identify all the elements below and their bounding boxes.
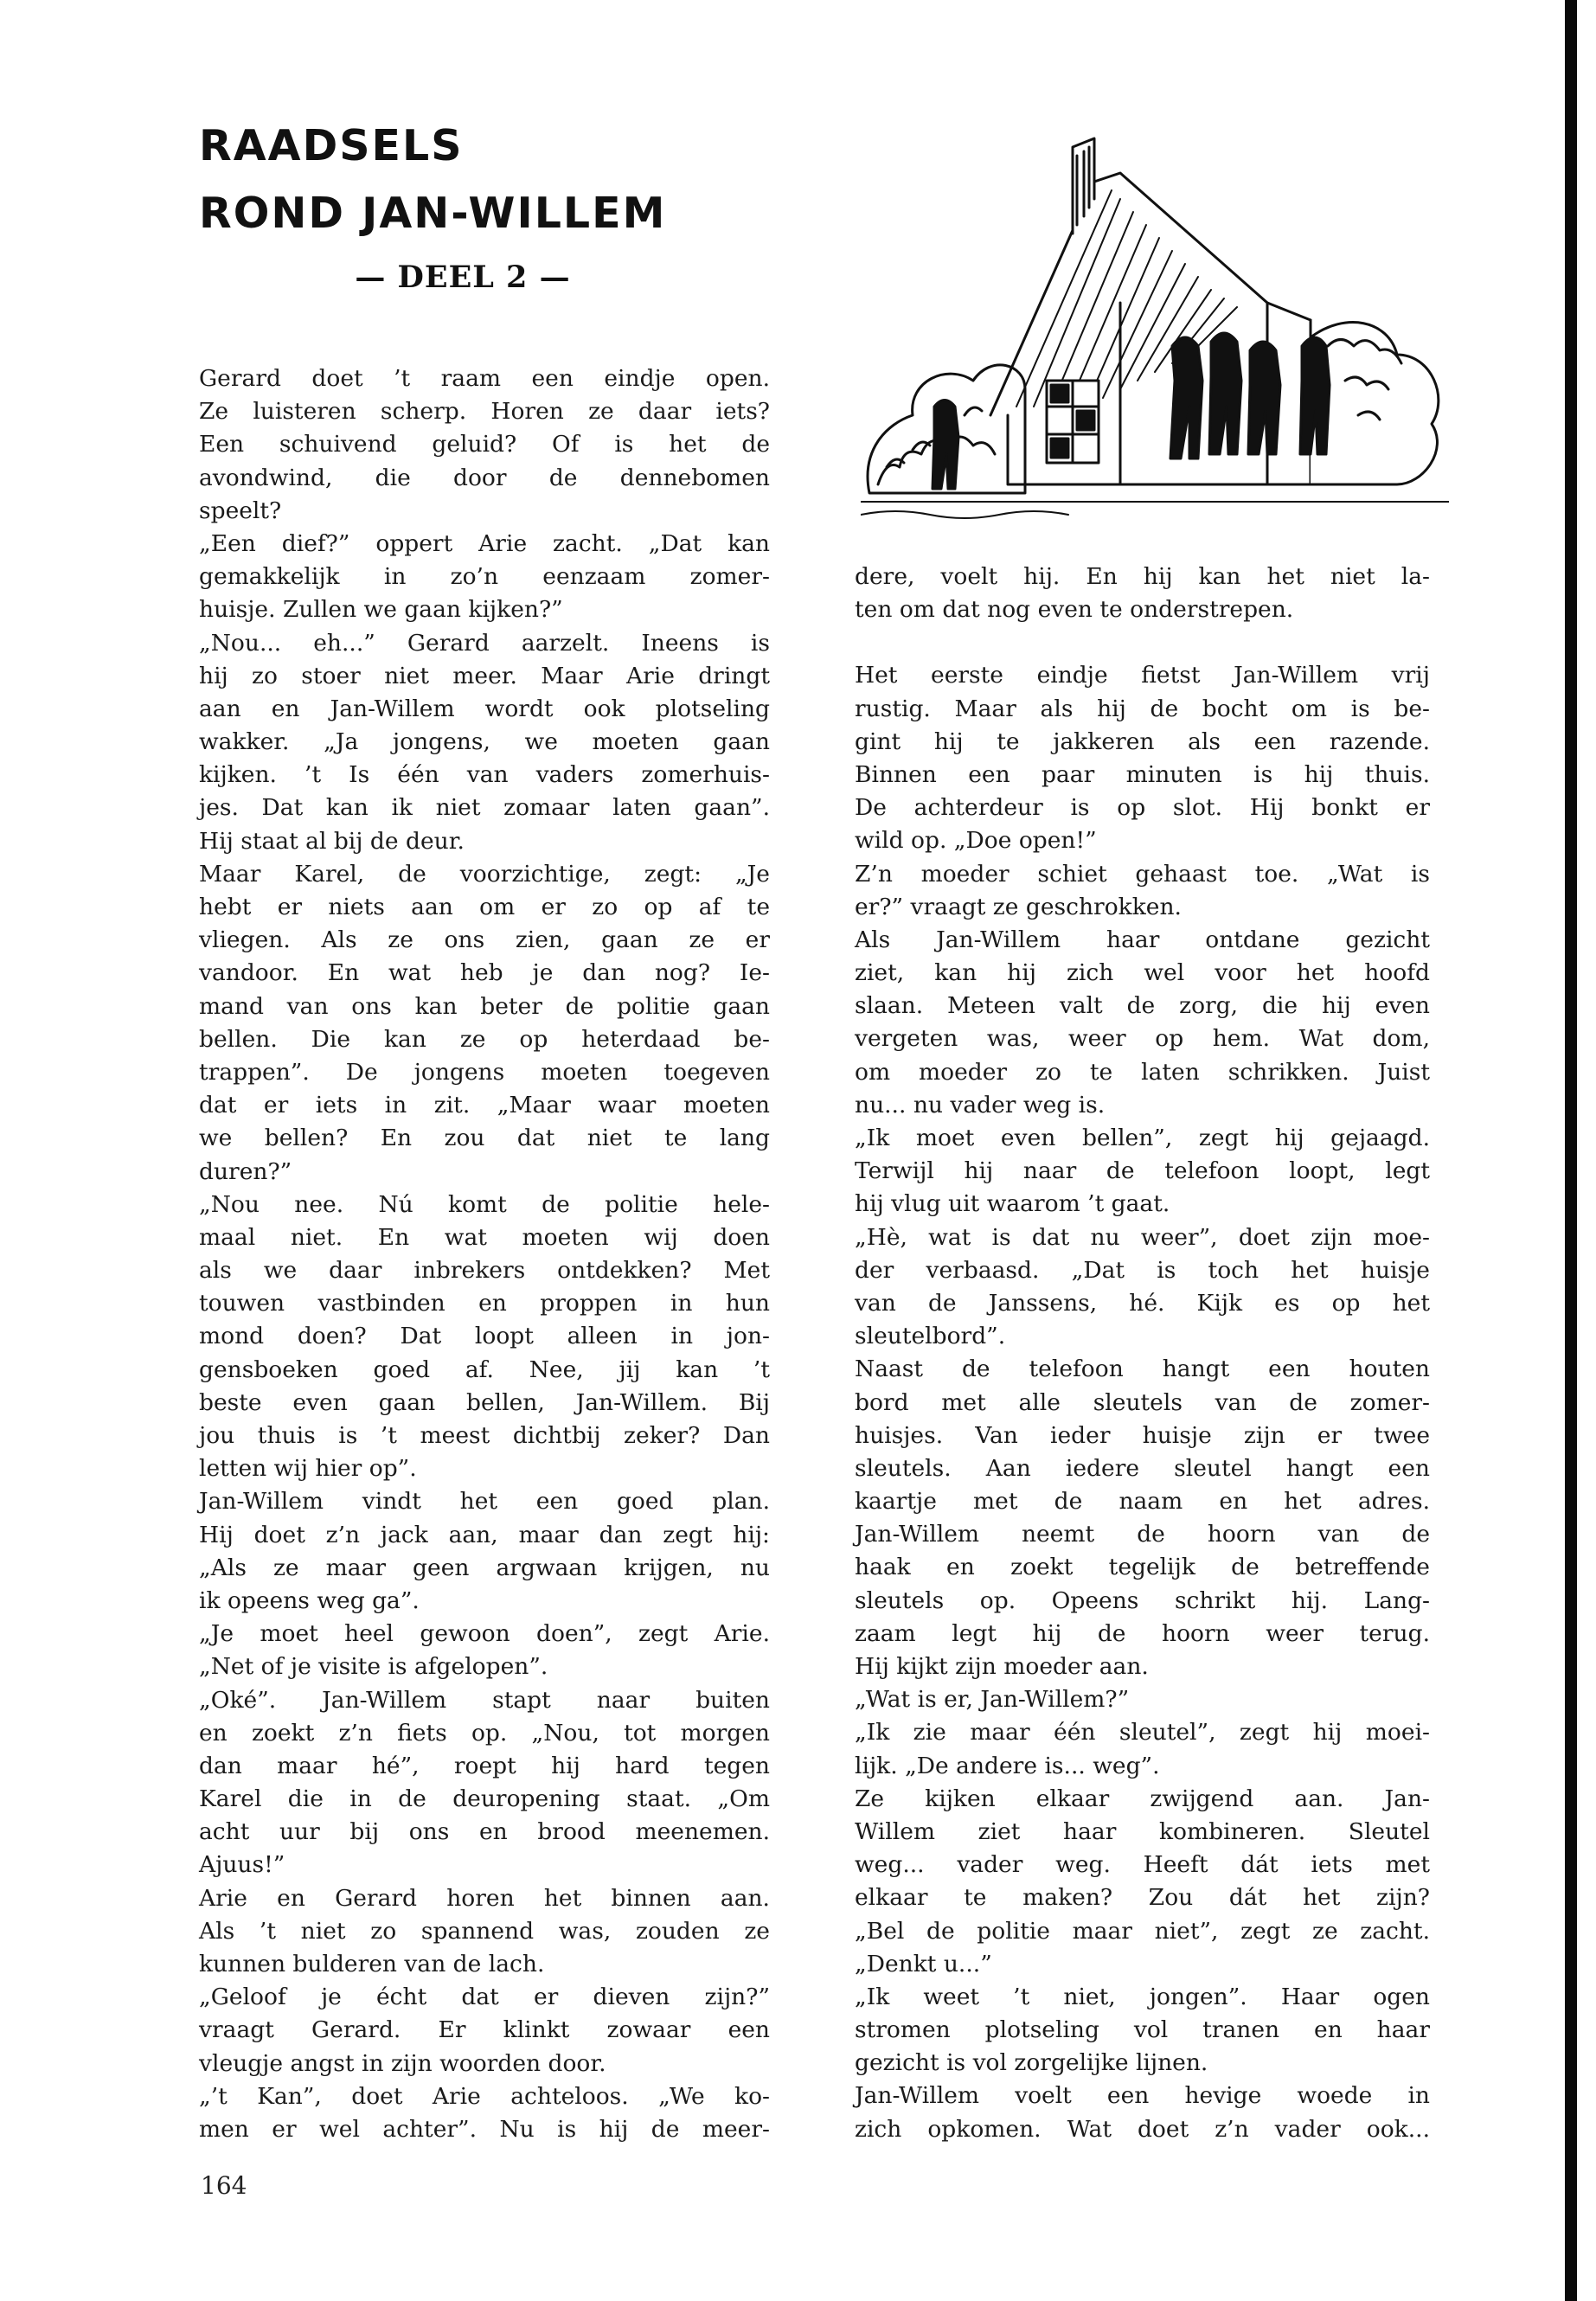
text-line: hebt er niets aan om er zo op af te	[199, 894, 770, 920]
text-line: Binnen een paar minuten is hij thuis.	[855, 760, 1430, 788]
text-line: Z’n moeder schiet gehaast toe. „Wat is	[855, 860, 1430, 888]
page-edge-bar	[1565, 0, 1577, 2301]
text-line: huisje. Zullen we gaan kijken?”	[199, 596, 563, 624]
text-line: beste even gaan bellen, Jan-Willem. Bij	[199, 1388, 770, 1416]
text-line: bellen. Die kan ze op heterdaad be-	[199, 1025, 770, 1053]
text-line: ik opeens weg ga”.	[199, 1586, 420, 1614]
text-line: weg... vader weg. Heeft dát iets met	[855, 1851, 1430, 1879]
text-line: zich opkomen. Wat doet z’n vader ook...	[855, 2115, 1430, 2143]
text-line: rustig. Maar als hij de bocht om is be-	[855, 695, 1430, 722]
text-line: letten wij hier op”.	[199, 1455, 417, 1483]
text-line: vliegen. Als ze ons zien, gaan ze er	[199, 926, 770, 954]
text-line: dan maar hé”, roept hij hard tegen	[199, 1752, 770, 1779]
text-line: Karel die in de deuropening staat. „Om	[199, 1785, 770, 1813]
text-line: vraagt Gerard. Er klinkt zowaar een	[199, 2016, 770, 2044]
text-line: als we daar inbrekers ontdekken? Met	[199, 1257, 770, 1285]
story-title	[199, 112, 891, 247]
text-line: zaam legt hij de hoorn weer terug.	[855, 1619, 1430, 1647]
page-number: 164	[201, 2171, 247, 2200]
right-text-column	[855, 561, 1430, 2146]
text-line: huisjes. Van ieder huisje zijn er twee	[855, 1421, 1430, 1449]
text-line: acht uur bij ons en brood meenemen.	[199, 1818, 770, 1846]
text-line: en zoekt z’n fiets op. „Nou, tot morgen	[199, 1719, 770, 1747]
text-line: dat er iets in zit. „Maar waar moeten	[199, 1092, 770, 1119]
text-line: kaartje met de naam en het adres.	[855, 1488, 1430, 1516]
text-line: trappen”. De jongens moeten toegeven	[199, 1058, 770, 1086]
text-line: Jan-Willem voelt een hevige woede in	[855, 2082, 1430, 2110]
paragraph-gap	[855, 626, 1430, 659]
title-line-2: ROND JAN-WILLEM	[199, 189, 667, 238]
text-line: Hij doet z’n jack aan, maar dan zegt hij:	[199, 1521, 770, 1548]
text-line: „Als ze maar geen argwaan krijgen, nu	[199, 1554, 770, 1581]
text-line: nu... nu vader weg is.	[855, 1091, 1106, 1118]
text-line: Gerard doet ’t raam een eindje open.	[199, 365, 770, 392]
text-line: vandoor. En wat heb je dan nog? Ie-	[199, 959, 770, 987]
text-line: „Bel de politie maar niet”, zegt ze zacht.	[855, 1917, 1430, 1945]
text-line: Ze luisteren scherp. Horen ze daar iets?	[199, 398, 770, 426]
text-line: „Je moet heel gewoon doen”, zegt Arie.	[199, 1620, 770, 1648]
text-line: „Hè, wat is dat nu weer”, doet zijn moe-	[855, 1223, 1430, 1251]
text-line: avondwind, die door de dennebomen	[199, 464, 770, 491]
text-line: Terwijl hij naar de telefoon loopt, legt	[855, 1157, 1430, 1185]
text-line: „Oké”. Jan-Willem stapt naar buiten	[199, 1686, 770, 1714]
text-line: om moeder zo te laten schrikken. Juist	[855, 1058, 1430, 1086]
left-text-column	[199, 362, 770, 2146]
text-line: er?” vraagt ze geschrokken.	[855, 893, 1182, 920]
text-line: Het eerste eindje fietst Jan-Willem vrij	[855, 662, 1430, 689]
text-line: hij vlug uit waarom ’t gaat.	[855, 1190, 1170, 1218]
text-line: Hij kijkt zijn moeder aan.	[855, 1653, 1149, 1680]
text-line: Een schuivend geluid? Of is het de	[199, 431, 770, 458]
text-line: mond doen? Dat loopt alleen in jon-	[199, 1323, 770, 1350]
text-line: vergeten was, weer op hem. Wat dom,	[855, 1025, 1430, 1053]
text-line: Willem ziet haar kombineren. Sleutel	[855, 1817, 1430, 1845]
text-line: Naast de telefoon hangt een houten	[855, 1356, 1430, 1383]
text-line: Als ’t niet zo spannend was, zouden ze	[199, 1917, 770, 1945]
text-line: touwen vastbinden en proppen in hun	[199, 1290, 770, 1317]
text-line: Jan-Willem vindt het een goed plan.	[199, 1488, 770, 1516]
text-line: wild op. „Doe open!”	[855, 827, 1097, 855]
text-line: ten om dat nog even te onderstrepen.	[855, 596, 1294, 624]
text-line: Arie en Gerard horen het binnen aan.	[199, 1884, 770, 1912]
text-line: bord met alle sleutels van de zomer-	[855, 1388, 1430, 1416]
text-line: gensboeken goed af. Nee, jij kan ’t	[199, 1356, 770, 1383]
text-line: gint hij te jakkeren als een razende.	[855, 727, 1430, 755]
text-line: wakker. „Ja jongens, we moeten gaan	[199, 728, 770, 756]
text-line: De achterdeur is op slot. Hij bonkt er	[855, 794, 1430, 822]
text-line: lijk. „De andere is... weg”.	[855, 1752, 1160, 1779]
text-line: slaan. Meteen valt de zorg, die hij even	[855, 992, 1430, 1020]
text-line: ziet, kan hij zich wel voor het hoofd	[855, 959, 1430, 987]
text-line: speelt?	[199, 497, 282, 524]
text-line: „Nou... eh...” Gerard aarzelt. Ineens is	[199, 629, 770, 657]
text-line: vleugje angst in zijn woorden door.	[199, 2049, 606, 2077]
text-line: sleutels. Aan iedere sleutel hangt een	[855, 1454, 1430, 1482]
text-line: „Wat is er, Jan-Willem?”	[855, 1686, 1130, 1714]
text-line: duren?”	[199, 1157, 292, 1185]
text-line: gezicht is vol zorgelijke lijnen.	[855, 2049, 1208, 2077]
title-line-1: RAADSELS	[199, 121, 464, 170]
text-line: maal niet. En wat moeten wij doen	[199, 1223, 770, 1251]
text-line: aan en Jan-Willem wordt ook plotseling	[199, 695, 770, 722]
text-line: we bellen? En zou dat niet te lang	[199, 1125, 770, 1152]
text-line: men er wel achter”. Nu is hij de meer-	[199, 2115, 770, 2143]
text-line: „’t Kan”, doet Arie achteloos. „We ko-	[199, 2082, 770, 2110]
text-line: „Ik moet even bellen”, zegt hij gejaagd.	[855, 1125, 1430, 1151]
text-line: stromen plotseling vol tranen en haar	[855, 2016, 1430, 2044]
text-line: Ze kijken elkaar zwijgend aan. Jan-	[855, 1785, 1430, 1812]
text-line: „Net of je visite is afgelopen”.	[199, 1653, 548, 1681]
text-line: der verbaasd. „Dat is toch het huisje	[855, 1256, 1430, 1284]
text-line: jes. Dat kan ik niet zomaar laten gaan”.	[199, 794, 770, 822]
text-line: „Ik zie maar één sleutel”, zegt hij moei-	[855, 1719, 1430, 1747]
text-line: elkaar te maken? Zou dát het zijn?	[855, 1884, 1430, 1912]
part-subtitle: — DEEL 2 —	[355, 260, 571, 295]
text-line: haak en zoekt tegelijk de betreffende	[855, 1554, 1430, 1581]
text-line: „Denkt u...”	[855, 1950, 992, 1977]
text-line: „Een dief?” oppert Arie zacht. „Dat kan	[199, 529, 770, 557]
text-line: hij zo stoer niet meer. Maar Arie dringt	[199, 662, 770, 689]
text-line: „Nou nee. Nú komt de politie hele-	[199, 1190, 770, 1218]
text-line: van de Janssens, hé. Kijk es op het	[855, 1289, 1430, 1317]
text-line: „Ik weet ’t niet, jongen”. Haar ogen	[855, 1983, 1430, 2010]
text-line: dere, voelt hij. En hij kan het niet la-	[855, 563, 1430, 590]
text-line: kijken. ’t Is één van vaders zomerhuis-	[199, 761, 770, 789]
house-illustration	[861, 121, 1449, 528]
text-line: mand van ons kan beter de politie gaan	[199, 992, 770, 1020]
text-line: Jan-Willem neemt de hoorn van de	[855, 1521, 1430, 1548]
text-line: sleutels op. Opeens schrikt hij. Lang-	[855, 1586, 1430, 1614]
text-line: „Geloof je écht dat er dieven zijn?”	[199, 1984, 770, 2011]
text-line: Ajuus!”	[199, 1851, 285, 1879]
text-line: sleutelbord”.	[855, 1323, 1006, 1350]
text-line: jou thuis is ’t meest dichtbij zeker? Dan	[199, 1422, 770, 1449]
text-line: Maar Karel, de voorzichtige, zegt: „Je	[199, 860, 770, 888]
text-line: gemakkelijk in zo’n eenzaam zomer-	[199, 563, 770, 591]
text-line: kunnen bulderen van de lach.	[199, 1951, 545, 1977]
text-line: Hij staat al bij de deur.	[199, 827, 465, 855]
text-line: Als Jan-Willem haar ontdane gezicht	[855, 926, 1430, 953]
